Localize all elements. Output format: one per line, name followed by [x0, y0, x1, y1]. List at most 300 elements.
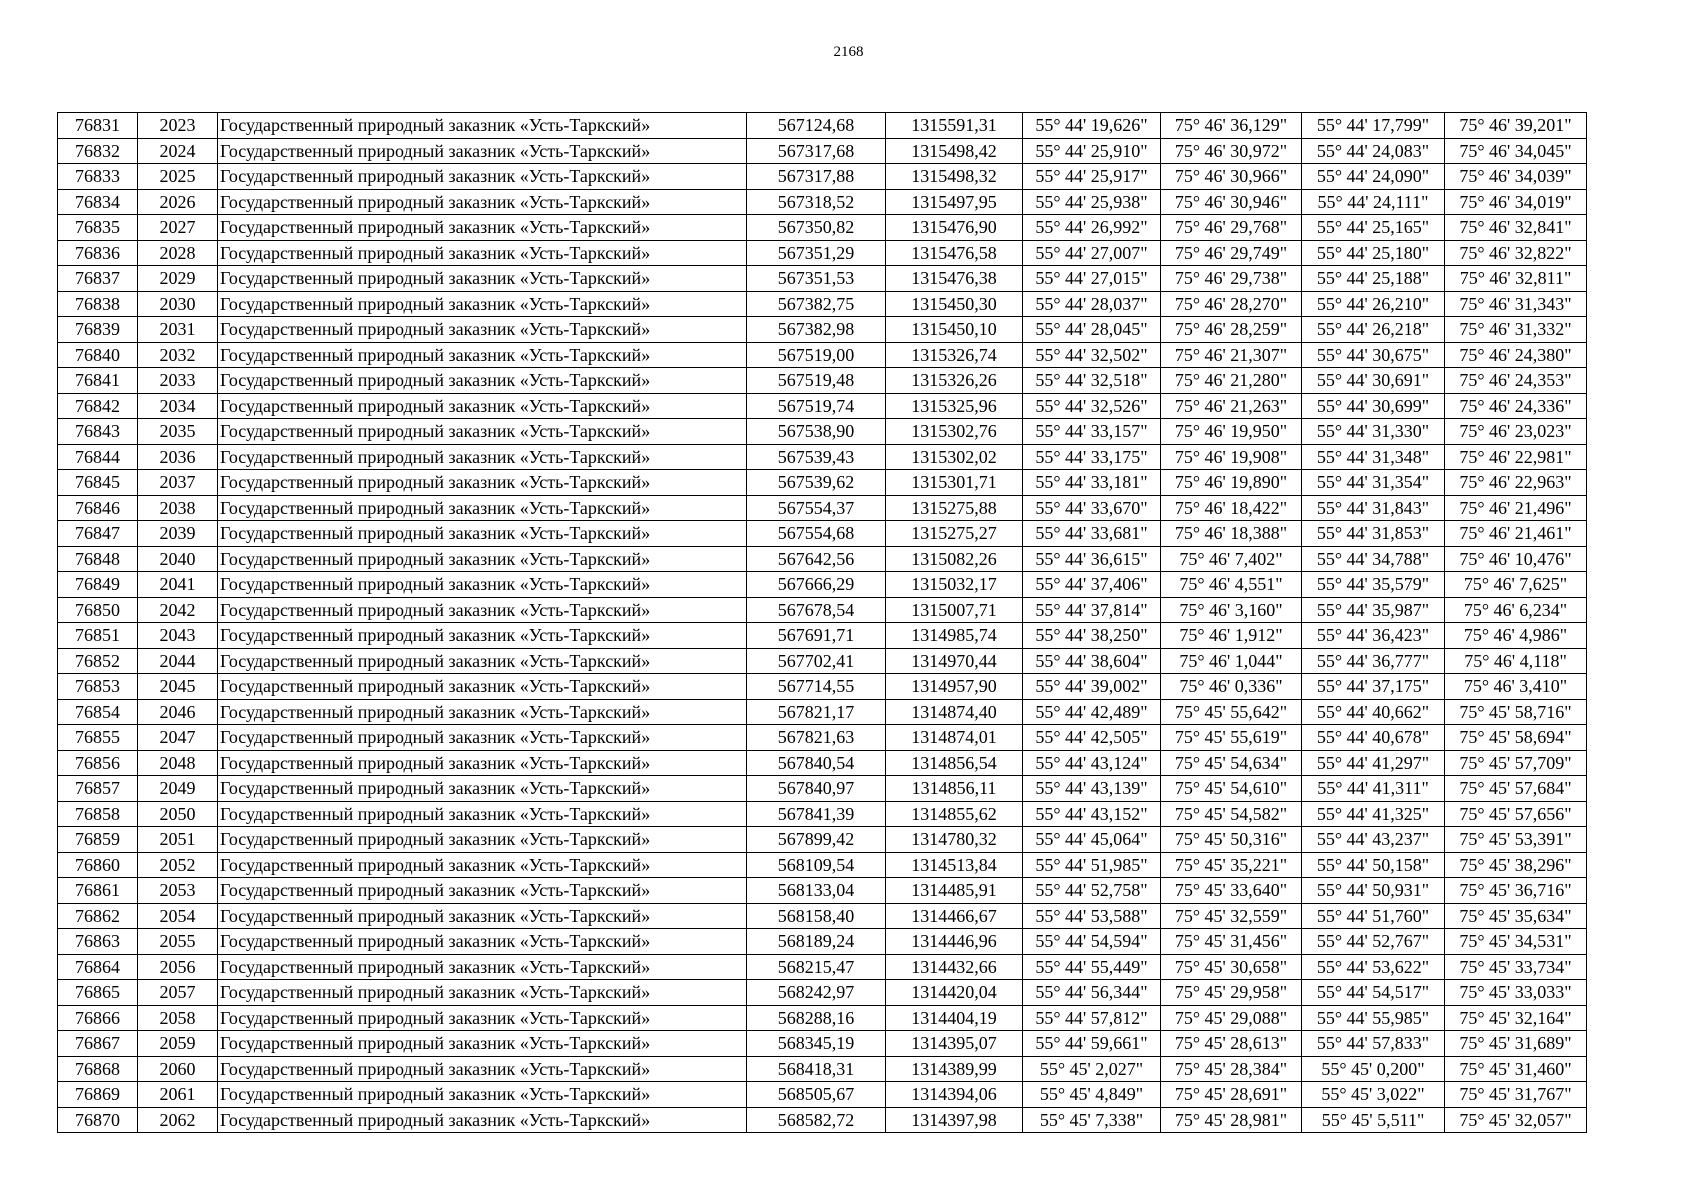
- table-row: [58, 266, 1587, 292]
- latitude-1-cell: 55° 44' 52,758": [1023, 878, 1161, 904]
- point-number-cell: 2056: [138, 954, 218, 980]
- table-row: [58, 852, 1587, 878]
- longitude-1-cell: 75° 45' 28,691": [1161, 1082, 1302, 1108]
- record-number-cell: 76854: [58, 699, 138, 725]
- record-number-cell: 76836: [58, 240, 138, 266]
- longitude-2-cell: 75° 46' 24,336": [1445, 393, 1587, 419]
- point-number-cell: 2036: [138, 444, 218, 470]
- latitude-2-cell: 55° 44' 30,675": [1302, 342, 1445, 368]
- x-coordinate-cell: 567899,42: [747, 827, 886, 853]
- longitude-2-cell: 75° 45' 57,709": [1445, 750, 1587, 776]
- longitude-2-cell: 75° 46' 21,496": [1445, 495, 1587, 521]
- object-name-cell: Государственный природный заказник «Усть-Таркский»: [218, 164, 747, 190]
- object-name-cell: Государственный природный заказник «Усть-Таркский»: [218, 189, 747, 215]
- y-coordinate-cell: 1315476,90: [886, 215, 1023, 241]
- object-name-cell: Государственный природный заказник «Усть-Таркский»: [218, 776, 747, 802]
- y-coordinate-cell: 1314485,91: [886, 878, 1023, 904]
- latitude-1-cell: 55° 45' 4,849": [1023, 1082, 1161, 1108]
- y-coordinate-cell: 1315325,96: [886, 393, 1023, 419]
- x-coordinate-cell: 568158,40: [747, 903, 886, 929]
- latitude-2-cell: 55° 44' 55,985": [1302, 1005, 1445, 1031]
- longitude-1-cell: 75° 46' 18,422": [1161, 495, 1302, 521]
- y-coordinate-cell: 1315302,76: [886, 419, 1023, 445]
- longitude-1-cell: 75° 45' 54,582": [1161, 801, 1302, 827]
- object-name-cell: Государственный природный заказник «Усть-Таркский»: [218, 546, 747, 572]
- longitude-1-cell: 75° 46' 19,950": [1161, 419, 1302, 445]
- y-coordinate-cell: 1315450,30: [886, 291, 1023, 317]
- point-number-cell: 2043: [138, 623, 218, 649]
- record-number-cell: 76868: [58, 1056, 138, 1082]
- object-name-cell: Государственный природный заказник «Усть-Таркский»: [218, 393, 747, 419]
- y-coordinate-cell: 1315275,27: [886, 521, 1023, 547]
- latitude-1-cell: 55° 44' 43,139": [1023, 776, 1161, 802]
- x-coordinate-cell: 567539,43: [747, 444, 886, 470]
- longitude-2-cell: 75° 46' 24,353": [1445, 368, 1587, 394]
- point-number-cell: 2037: [138, 470, 218, 496]
- latitude-1-cell: 55° 45' 2,027": [1023, 1056, 1161, 1082]
- object-name-cell: Государственный природный заказник «Усть-Таркский»: [218, 1056, 747, 1082]
- longitude-2-cell: 75° 46' 4,986": [1445, 623, 1587, 649]
- table-row: [58, 699, 1587, 725]
- longitude-2-cell: 75° 45' 57,684": [1445, 776, 1587, 802]
- longitude-1-cell: 75° 45' 32,559": [1161, 903, 1302, 929]
- latitude-1-cell: 55° 44' 25,917": [1023, 164, 1161, 190]
- point-number-cell: 2034: [138, 393, 218, 419]
- point-number-cell: 2049: [138, 776, 218, 802]
- x-coordinate-cell: 568418,31: [747, 1056, 886, 1082]
- y-coordinate-cell: 1314446,96: [886, 929, 1023, 955]
- latitude-2-cell: 55° 44' 41,325": [1302, 801, 1445, 827]
- object-name-cell: Государственный природный заказник «Усть-Таркский»: [218, 648, 747, 674]
- x-coordinate-cell: 567124,68: [747, 113, 886, 139]
- latitude-2-cell: 55° 44' 26,210": [1302, 291, 1445, 317]
- longitude-1-cell: 75° 45' 31,456": [1161, 929, 1302, 955]
- latitude-2-cell: 55° 45' 5,511": [1302, 1107, 1445, 1133]
- point-number-cell: 2052: [138, 852, 218, 878]
- record-number-cell: 76844: [58, 444, 138, 470]
- table-row: [58, 1107, 1587, 1133]
- table-row: [58, 674, 1587, 700]
- latitude-1-cell: 55° 44' 53,588": [1023, 903, 1161, 929]
- x-coordinate-cell: 567317,88: [747, 164, 886, 190]
- x-coordinate-cell: 567841,39: [747, 801, 886, 827]
- record-number-cell: 76859: [58, 827, 138, 853]
- latitude-1-cell: 55° 44' 51,985": [1023, 852, 1161, 878]
- record-number-cell: 76839: [58, 317, 138, 343]
- object-name-cell: Государственный природный заказник «Усть-Таркский»: [218, 1031, 747, 1057]
- table-row: [58, 827, 1587, 853]
- record-number-cell: 76833: [58, 164, 138, 190]
- point-number-cell: 2035: [138, 419, 218, 445]
- point-number-cell: 2039: [138, 521, 218, 547]
- latitude-1-cell: 55° 44' 33,681": [1023, 521, 1161, 547]
- latitude-1-cell: 55° 44' 19,626": [1023, 113, 1161, 139]
- point-number-cell: 2060: [138, 1056, 218, 1082]
- latitude-2-cell: 55° 44' 34,788": [1302, 546, 1445, 572]
- table-row: [58, 189, 1587, 215]
- latitude-2-cell: 55° 44' 51,760": [1302, 903, 1445, 929]
- longitude-1-cell: 75° 46' 0,336": [1161, 674, 1302, 700]
- latitude-1-cell: 55° 44' 37,814": [1023, 597, 1161, 623]
- latitude-2-cell: 55° 44' 35,987": [1302, 597, 1445, 623]
- longitude-2-cell: 75° 45' 58,716": [1445, 699, 1587, 725]
- y-coordinate-cell: 1314957,90: [886, 674, 1023, 700]
- record-number-cell: 76865: [58, 980, 138, 1006]
- x-coordinate-cell: 568242,97: [747, 980, 886, 1006]
- point-number-cell: 2038: [138, 495, 218, 521]
- latitude-2-cell: 55° 44' 52,767": [1302, 929, 1445, 955]
- latitude-2-cell: 55° 45' 3,022": [1302, 1082, 1445, 1108]
- x-coordinate-cell: 567317,68: [747, 138, 886, 164]
- table-row: [58, 801, 1587, 827]
- table-row: [58, 929, 1587, 955]
- point-number-cell: 2041: [138, 572, 218, 598]
- object-name-cell: Государственный природный заказник «Усть-Таркский»: [218, 725, 747, 751]
- record-number-cell: 76851: [58, 623, 138, 649]
- y-coordinate-cell: 1314780,32: [886, 827, 1023, 853]
- point-number-cell: 2053: [138, 878, 218, 904]
- table-row: [58, 1082, 1587, 1108]
- record-number-cell: 76842: [58, 393, 138, 419]
- table-row: [58, 954, 1587, 980]
- point-number-cell: 2050: [138, 801, 218, 827]
- longitude-2-cell: 75° 45' 34,531": [1445, 929, 1587, 955]
- y-coordinate-cell: 1315032,17: [886, 572, 1023, 598]
- point-number-cell: 2026: [138, 189, 218, 215]
- x-coordinate-cell: 567840,54: [747, 750, 886, 776]
- point-number-cell: 2054: [138, 903, 218, 929]
- longitude-1-cell: 75° 45' 29,958": [1161, 980, 1302, 1006]
- point-number-cell: 2045: [138, 674, 218, 700]
- point-number-cell: 2042: [138, 597, 218, 623]
- longitude-1-cell: 75° 46' 29,749": [1161, 240, 1302, 266]
- latitude-1-cell: 55° 44' 25,910": [1023, 138, 1161, 164]
- record-number-cell: 76838: [58, 291, 138, 317]
- record-number-cell: 76848: [58, 546, 138, 572]
- y-coordinate-cell: 1314513,84: [886, 852, 1023, 878]
- table-row: [58, 597, 1587, 623]
- longitude-2-cell: 75° 46' 32,822": [1445, 240, 1587, 266]
- x-coordinate-cell: 567351,29: [747, 240, 886, 266]
- latitude-1-cell: 55° 44' 38,250": [1023, 623, 1161, 649]
- longitude-2-cell: 75° 45' 58,694": [1445, 725, 1587, 751]
- x-coordinate-cell: 568288,16: [747, 1005, 886, 1031]
- table-row: [58, 521, 1587, 547]
- x-coordinate-cell: 567821,17: [747, 699, 886, 725]
- longitude-1-cell: 75° 45' 54,610": [1161, 776, 1302, 802]
- latitude-2-cell: 55° 44' 36,423": [1302, 623, 1445, 649]
- y-coordinate-cell: 1314874,40: [886, 699, 1023, 725]
- longitude-1-cell: 75° 46' 30,966": [1161, 164, 1302, 190]
- y-coordinate-cell: 1314970,44: [886, 648, 1023, 674]
- object-name-cell: Государственный природный заказник «Усть-Таркский»: [218, 266, 747, 292]
- latitude-1-cell: 55° 45' 7,338": [1023, 1107, 1161, 1133]
- object-name-cell: Государственный природный заказник «Усть-Таркский»: [218, 470, 747, 496]
- y-coordinate-cell: 1314874,01: [886, 725, 1023, 751]
- latitude-2-cell: 55° 44' 31,853": [1302, 521, 1445, 547]
- latitude-2-cell: 55° 44' 24,090": [1302, 164, 1445, 190]
- x-coordinate-cell: 567519,48: [747, 368, 886, 394]
- latitude-1-cell: 55° 44' 25,938": [1023, 189, 1161, 215]
- object-name-cell: Государственный природный заказник «Усть-Таркский»: [218, 291, 747, 317]
- longitude-2-cell: 75° 46' 21,461": [1445, 521, 1587, 547]
- latitude-2-cell: 55° 44' 31,348": [1302, 444, 1445, 470]
- latitude-1-cell: 55° 44' 56,344": [1023, 980, 1161, 1006]
- longitude-2-cell: 75° 45' 33,734": [1445, 954, 1587, 980]
- point-number-cell: 2046: [138, 699, 218, 725]
- longitude-2-cell: 75° 46' 10,476": [1445, 546, 1587, 572]
- table-row: [58, 164, 1587, 190]
- longitude-1-cell: 75° 46' 36,129": [1161, 113, 1302, 139]
- record-number-cell: 76846: [58, 495, 138, 521]
- longitude-1-cell: 75° 46' 1,912": [1161, 623, 1302, 649]
- y-coordinate-cell: 1315301,71: [886, 470, 1023, 496]
- y-coordinate-cell: 1314466,67: [886, 903, 1023, 929]
- record-number-cell: 76832: [58, 138, 138, 164]
- y-coordinate-cell: 1314855,62: [886, 801, 1023, 827]
- x-coordinate-cell: 568133,04: [747, 878, 886, 904]
- y-coordinate-cell: 1314404,19: [886, 1005, 1023, 1031]
- table-row: [58, 393, 1587, 419]
- x-coordinate-cell: 567840,97: [747, 776, 886, 802]
- record-number-cell: 76841: [58, 368, 138, 394]
- y-coordinate-cell: 1315275,88: [886, 495, 1023, 521]
- table-row: [58, 444, 1587, 470]
- object-name-cell: Государственный природный заказник «Усть-Таркский»: [218, 572, 747, 598]
- object-name-cell: Государственный природный заказник «Усть-Таркский»: [218, 878, 747, 904]
- longitude-1-cell: 75° 45' 30,658": [1161, 954, 1302, 980]
- table-row: [58, 903, 1587, 929]
- longitude-1-cell: 75° 45' 33,640": [1161, 878, 1302, 904]
- record-number-cell: 76835: [58, 215, 138, 241]
- table-row: [58, 291, 1587, 317]
- x-coordinate-cell: 567642,56: [747, 546, 886, 572]
- longitude-2-cell: 75° 46' 23,023": [1445, 419, 1587, 445]
- table-row: [58, 725, 1587, 751]
- record-number-cell: 76855: [58, 725, 138, 751]
- table-row: [58, 470, 1587, 496]
- object-name-cell: Государственный природный заказник «Усть-Таркский»: [218, 138, 747, 164]
- record-number-cell: 76863: [58, 929, 138, 955]
- x-coordinate-cell: 567539,62: [747, 470, 886, 496]
- page-number: 2168: [833, 44, 864, 60]
- longitude-2-cell: 75° 46' 24,380": [1445, 342, 1587, 368]
- table-row: [58, 138, 1587, 164]
- longitude-1-cell: 75° 45' 50,316": [1161, 827, 1302, 853]
- longitude-1-cell: 75° 46' 3,160": [1161, 597, 1302, 623]
- latitude-2-cell: 55° 44' 30,699": [1302, 393, 1445, 419]
- longitude-1-cell: 75° 45' 28,384": [1161, 1056, 1302, 1082]
- table-body: [58, 113, 1587, 1133]
- point-number-cell: 2023: [138, 113, 218, 139]
- point-number-cell: 2024: [138, 138, 218, 164]
- y-coordinate-cell: 1314395,07: [886, 1031, 1023, 1057]
- point-number-cell: 2027: [138, 215, 218, 241]
- point-number-cell: 2025: [138, 164, 218, 190]
- longitude-1-cell: 75° 46' 19,908": [1161, 444, 1302, 470]
- longitude-2-cell: 75° 45' 31,767": [1445, 1082, 1587, 1108]
- longitude-2-cell: 75° 46' 3,410": [1445, 674, 1587, 700]
- table-row: [58, 240, 1587, 266]
- longitude-2-cell: 75° 46' 34,039": [1445, 164, 1587, 190]
- longitude-1-cell: 75° 45' 54,634": [1161, 750, 1302, 776]
- object-name-cell: Государственный природный заказник «Усть-Таркский»: [218, 342, 747, 368]
- x-coordinate-cell: 567714,55: [747, 674, 886, 700]
- object-name-cell: Государственный природный заказник «Усть-Таркский»: [218, 597, 747, 623]
- longitude-2-cell: 75° 45' 53,391": [1445, 827, 1587, 853]
- table-row: [58, 368, 1587, 394]
- latitude-1-cell: 55° 44' 38,604": [1023, 648, 1161, 674]
- longitude-2-cell: 75° 46' 34,019": [1445, 189, 1587, 215]
- object-name-cell: Государственный природный заказник «Усть-Таркский»: [218, 215, 747, 241]
- latitude-1-cell: 55° 44' 26,992": [1023, 215, 1161, 241]
- table-row: [58, 878, 1587, 904]
- longitude-1-cell: 75° 46' 21,307": [1161, 342, 1302, 368]
- longitude-1-cell: 75° 45' 55,619": [1161, 725, 1302, 751]
- table-row: [58, 342, 1587, 368]
- y-coordinate-cell: 1315007,71: [886, 597, 1023, 623]
- table-row: [58, 317, 1587, 343]
- record-number-cell: 76845: [58, 470, 138, 496]
- longitude-2-cell: 75° 46' 22,981": [1445, 444, 1587, 470]
- latitude-2-cell: 55° 44' 30,691": [1302, 368, 1445, 394]
- latitude-1-cell: 55° 44' 33,157": [1023, 419, 1161, 445]
- latitude-1-cell: 55° 44' 33,175": [1023, 444, 1161, 470]
- object-name-cell: Государственный природный заказник «Усть-Таркский»: [218, 827, 747, 853]
- longitude-1-cell: 75° 46' 21,280": [1161, 368, 1302, 394]
- latitude-2-cell: 55° 44' 31,354": [1302, 470, 1445, 496]
- object-name-cell: Государственный природный заказник «Усть-Таркский»: [218, 674, 747, 700]
- x-coordinate-cell: 567666,29: [747, 572, 886, 598]
- latitude-2-cell: 55° 44' 40,678": [1302, 725, 1445, 751]
- latitude-1-cell: 55° 44' 42,489": [1023, 699, 1161, 725]
- record-number-cell: 76843: [58, 419, 138, 445]
- point-number-cell: 2057: [138, 980, 218, 1006]
- latitude-2-cell: 55° 44' 41,297": [1302, 750, 1445, 776]
- latitude-2-cell: 55° 44' 35,579": [1302, 572, 1445, 598]
- longitude-2-cell: 75° 46' 7,625": [1445, 572, 1587, 598]
- longitude-2-cell: 75° 45' 35,634": [1445, 903, 1587, 929]
- x-coordinate-cell: 568505,67: [747, 1082, 886, 1108]
- latitude-1-cell: 55° 44' 32,518": [1023, 368, 1161, 394]
- longitude-1-cell: 75° 45' 55,642": [1161, 699, 1302, 725]
- latitude-1-cell: 55° 44' 43,124": [1023, 750, 1161, 776]
- y-coordinate-cell: 1314856,11: [886, 776, 1023, 802]
- latitude-2-cell: 55° 44' 24,083": [1302, 138, 1445, 164]
- latitude-2-cell: 55° 44' 25,180": [1302, 240, 1445, 266]
- record-number-cell: 76857: [58, 776, 138, 802]
- latitude-1-cell: 55° 44' 32,526": [1023, 393, 1161, 419]
- point-number-cell: 2059: [138, 1031, 218, 1057]
- x-coordinate-cell: 567554,37: [747, 495, 886, 521]
- y-coordinate-cell: 1315497,95: [886, 189, 1023, 215]
- object-name-cell: Государственный природный заказник «Усть-Таркский»: [218, 419, 747, 445]
- point-number-cell: 2058: [138, 1005, 218, 1031]
- longitude-2-cell: 75° 46' 6,234": [1445, 597, 1587, 623]
- latitude-1-cell: 55° 44' 28,037": [1023, 291, 1161, 317]
- longitude-2-cell: 75° 46' 4,118": [1445, 648, 1587, 674]
- latitude-2-cell: 55° 44' 25,188": [1302, 266, 1445, 292]
- record-number-cell: 76850: [58, 597, 138, 623]
- x-coordinate-cell: 568189,24: [747, 929, 886, 955]
- point-number-cell: 2033: [138, 368, 218, 394]
- latitude-2-cell: 55° 44' 40,662": [1302, 699, 1445, 725]
- object-name-cell: Государственный природный заказник «Усть-Таркский»: [218, 750, 747, 776]
- longitude-2-cell: 75° 45' 57,656": [1445, 801, 1587, 827]
- record-number-cell: 76847: [58, 521, 138, 547]
- latitude-1-cell: 55° 44' 57,812": [1023, 1005, 1161, 1031]
- object-name-cell: Государственный природный заказник «Усть-Таркский»: [218, 317, 747, 343]
- object-name-cell: Государственный природный заказник «Усть-Таркский»: [218, 113, 747, 139]
- record-number-cell: 76870: [58, 1107, 138, 1133]
- y-coordinate-cell: 1315326,26: [886, 368, 1023, 394]
- latitude-2-cell: 55° 44' 31,843": [1302, 495, 1445, 521]
- y-coordinate-cell: 1315450,10: [886, 317, 1023, 343]
- longitude-1-cell: 75° 46' 1,044": [1161, 648, 1302, 674]
- object-name-cell: Государственный природный заказник «Усть-Таркский»: [218, 903, 747, 929]
- record-number-cell: 76837: [58, 266, 138, 292]
- point-number-cell: 2032: [138, 342, 218, 368]
- table-row: [58, 572, 1587, 598]
- longitude-2-cell: 75° 45' 32,057": [1445, 1107, 1587, 1133]
- point-number-cell: 2062: [138, 1107, 218, 1133]
- longitude-2-cell: 75° 45' 36,716": [1445, 878, 1587, 904]
- latitude-2-cell: 55° 44' 54,517": [1302, 980, 1445, 1006]
- longitude-2-cell: 75° 45' 38,296": [1445, 852, 1587, 878]
- y-coordinate-cell: 1315498,42: [886, 138, 1023, 164]
- table-row: [58, 215, 1587, 241]
- y-coordinate-cell: 1314394,06: [886, 1082, 1023, 1108]
- table-row: [58, 648, 1587, 674]
- latitude-2-cell: 55° 44' 26,218": [1302, 317, 1445, 343]
- y-coordinate-cell: 1315326,74: [886, 342, 1023, 368]
- record-number-cell: 76858: [58, 801, 138, 827]
- object-name-cell: Государственный природный заказник «Усть-Таркский»: [218, 368, 747, 394]
- x-coordinate-cell: 567702,41: [747, 648, 886, 674]
- latitude-2-cell: 55° 45' 0,200": [1302, 1056, 1445, 1082]
- object-name-cell: Государственный природный заказник «Усть-Таркский»: [218, 444, 747, 470]
- object-name-cell: Государственный природный заказник «Усть-Таркский»: [218, 929, 747, 955]
- latitude-2-cell: 55° 44' 50,158": [1302, 852, 1445, 878]
- point-number-cell: 2030: [138, 291, 218, 317]
- longitude-2-cell: 75° 46' 34,045": [1445, 138, 1587, 164]
- object-name-cell: Государственный природный заказник «Усть-Таркский»: [218, 1082, 747, 1108]
- point-number-cell: 2044: [138, 648, 218, 674]
- longitude-2-cell: 75° 46' 32,811": [1445, 266, 1587, 292]
- record-number-cell: 76860: [58, 852, 138, 878]
- x-coordinate-cell: 567519,74: [747, 393, 886, 419]
- latitude-2-cell: 55° 44' 36,777": [1302, 648, 1445, 674]
- x-coordinate-cell: 567678,54: [747, 597, 886, 623]
- record-number-cell: 76831: [58, 113, 138, 139]
- longitude-2-cell: 75° 46' 22,963": [1445, 470, 1587, 496]
- latitude-2-cell: 55° 44' 17,799": [1302, 113, 1445, 139]
- table-row: [58, 750, 1587, 776]
- object-name-cell: Государственный природный заказник «Усть-Таркский»: [218, 699, 747, 725]
- table-row: [58, 1031, 1587, 1057]
- x-coordinate-cell: 567821,63: [747, 725, 886, 751]
- object-name-cell: Государственный природный заказник «Усть-Таркский»: [218, 521, 747, 547]
- latitude-1-cell: 55° 44' 28,045": [1023, 317, 1161, 343]
- latitude-2-cell: 55° 44' 53,622": [1302, 954, 1445, 980]
- x-coordinate-cell: 568345,19: [747, 1031, 886, 1057]
- longitude-2-cell: 75° 46' 39,201": [1445, 113, 1587, 139]
- y-coordinate-cell: 1315476,58: [886, 240, 1023, 266]
- x-coordinate-cell: 568582,72: [747, 1107, 886, 1133]
- y-coordinate-cell: 1315302,02: [886, 444, 1023, 470]
- x-coordinate-cell: 567318,52: [747, 189, 886, 215]
- longitude-1-cell: 75° 46' 29,768": [1161, 215, 1302, 241]
